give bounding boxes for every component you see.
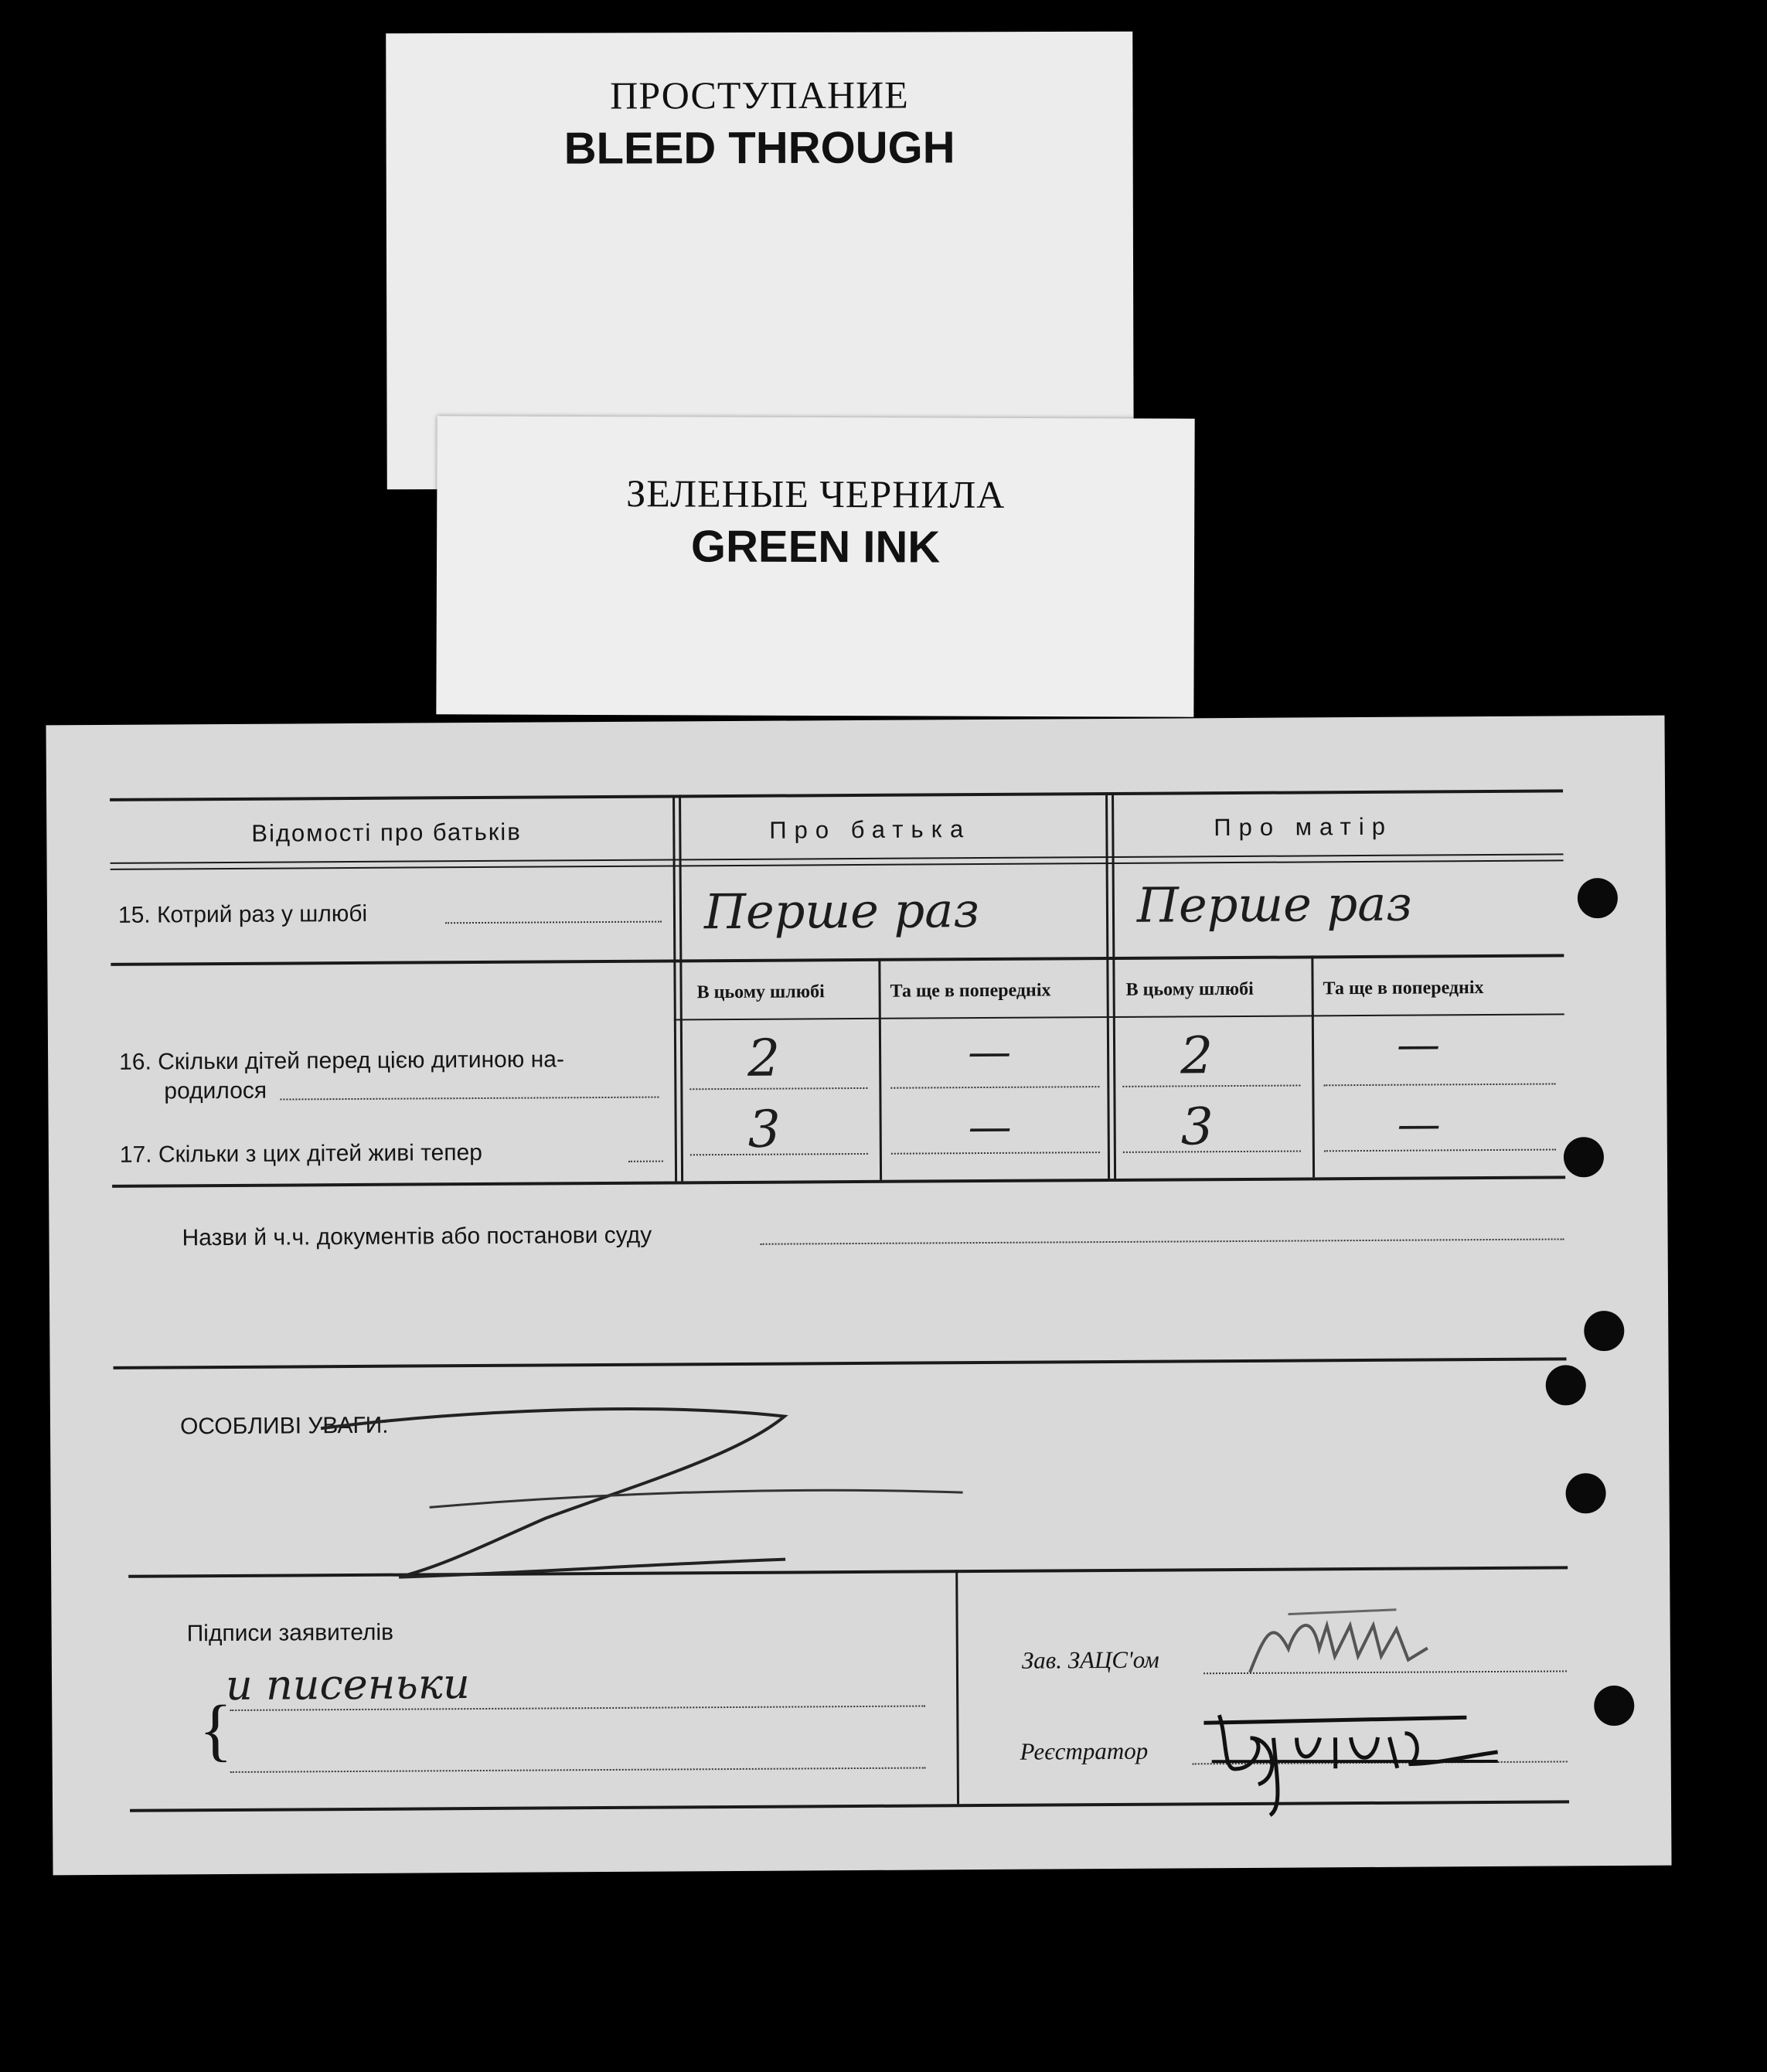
row15-rule <box>111 954 1564 965</box>
punch-hole <box>1578 878 1618 918</box>
remarks-cancel-stroke <box>305 1384 1003 1589</box>
zags-head-signature <box>1241 1601 1443 1688</box>
row16-label-line1: 16. Скільки дітей перед цією дитиною на- <box>119 1046 564 1075</box>
applicants-signatures-label: Підписи заявителів <box>186 1619 394 1647</box>
col-divider-2b <box>1112 792 1116 1179</box>
applicant-signature: и писеньки <box>225 1659 470 1710</box>
row17-father-prev: — <box>968 1101 1012 1153</box>
punch-hole <box>1546 1365 1586 1405</box>
zags-head-label: Зав. ЗАЦС'ом <box>1021 1645 1159 1674</box>
row16-mother-prev: — <box>1396 1019 1441 1070</box>
documents-rule <box>114 1357 1567 1369</box>
sub-divider-mother <box>1311 955 1315 1177</box>
subheader-mother-prev: Та ще в попередніх <box>1323 978 1484 999</box>
punch-hole <box>1564 1137 1604 1177</box>
row17-father-this: 3 <box>747 1099 781 1159</box>
row17-rule <box>112 1175 1565 1187</box>
col-divider-1 <box>672 794 677 1181</box>
row15-leader-dots <box>445 921 662 924</box>
row16-father-prev-line <box>890 1086 1099 1089</box>
punch-hole <box>1565 1473 1605 1513</box>
row17-leader-dots <box>628 1161 663 1162</box>
punch-hole <box>1594 1686 1634 1726</box>
sub-divider-father <box>878 958 882 1180</box>
signature-divider <box>955 1570 959 1804</box>
punch-hole <box>1584 1311 1624 1351</box>
header-about-mother: Про матір <box>1214 812 1393 842</box>
header-about-father: Про батька <box>769 815 972 844</box>
subheader-mother-this: В цьому шлюбі <box>1125 978 1254 1000</box>
green-ink-card <box>436 416 1194 716</box>
row16-father-prev: — <box>967 1026 1012 1078</box>
subheader-father-prev: Та ще в попередніх <box>890 980 1051 1002</box>
row16-leader-dots <box>280 1097 659 1101</box>
row17-mother-prev: — <box>1397 1099 1441 1150</box>
row17-label: 17. Скільки з цих дітей живі тепер <box>119 1139 482 1168</box>
bleed-through-en-label: BLEED THROUGH <box>563 122 955 174</box>
green-ink-en-label: GREEN INK <box>690 521 941 573</box>
table-top-rule <box>110 789 1563 801</box>
registrar-signature <box>1188 1690 1513 1824</box>
row16-mother-this: 2 <box>1180 1026 1214 1086</box>
applicant-signature-line-2 <box>230 1767 926 1772</box>
col-divider-2 <box>1105 792 1110 1179</box>
registrar-label: Реєстратор <box>1020 1737 1149 1765</box>
subheader-father-this: В цьому шлюбі <box>696 982 825 1003</box>
col-divider-1b <box>679 794 683 1181</box>
row16-father-this: 2 <box>747 1028 781 1088</box>
registration-form-sheet <box>46 716 1671 1876</box>
row15-father-value: Перше раз <box>703 882 980 941</box>
row17-mother-this: 3 <box>1180 1097 1214 1157</box>
documents-line <box>761 1238 1564 1244</box>
documents-label: Назви й ч.ч. документів або постанови суду <box>182 1222 652 1251</box>
row15-mother-value: Перше раз <box>1136 875 1413 934</box>
header-parents-info: Відомості про батьків <box>251 818 522 847</box>
row16-mother-prev-line <box>1323 1083 1555 1086</box>
bleed-through-ru-label: ПРОСТУПАНИЕ <box>610 73 909 117</box>
remarks-label: ОСОБЛИВІ УВАГИ: <box>179 1412 389 1440</box>
row16-label-line2: родилося <box>164 1077 267 1104</box>
green-ink-ru-label: ЗЕЛЕНЫЕ ЧЕРНИЛА <box>626 471 1006 516</box>
applicants-brace: { <box>199 1691 233 1769</box>
row15-label: 15. Котрий раз у шлюбі <box>117 900 368 928</box>
